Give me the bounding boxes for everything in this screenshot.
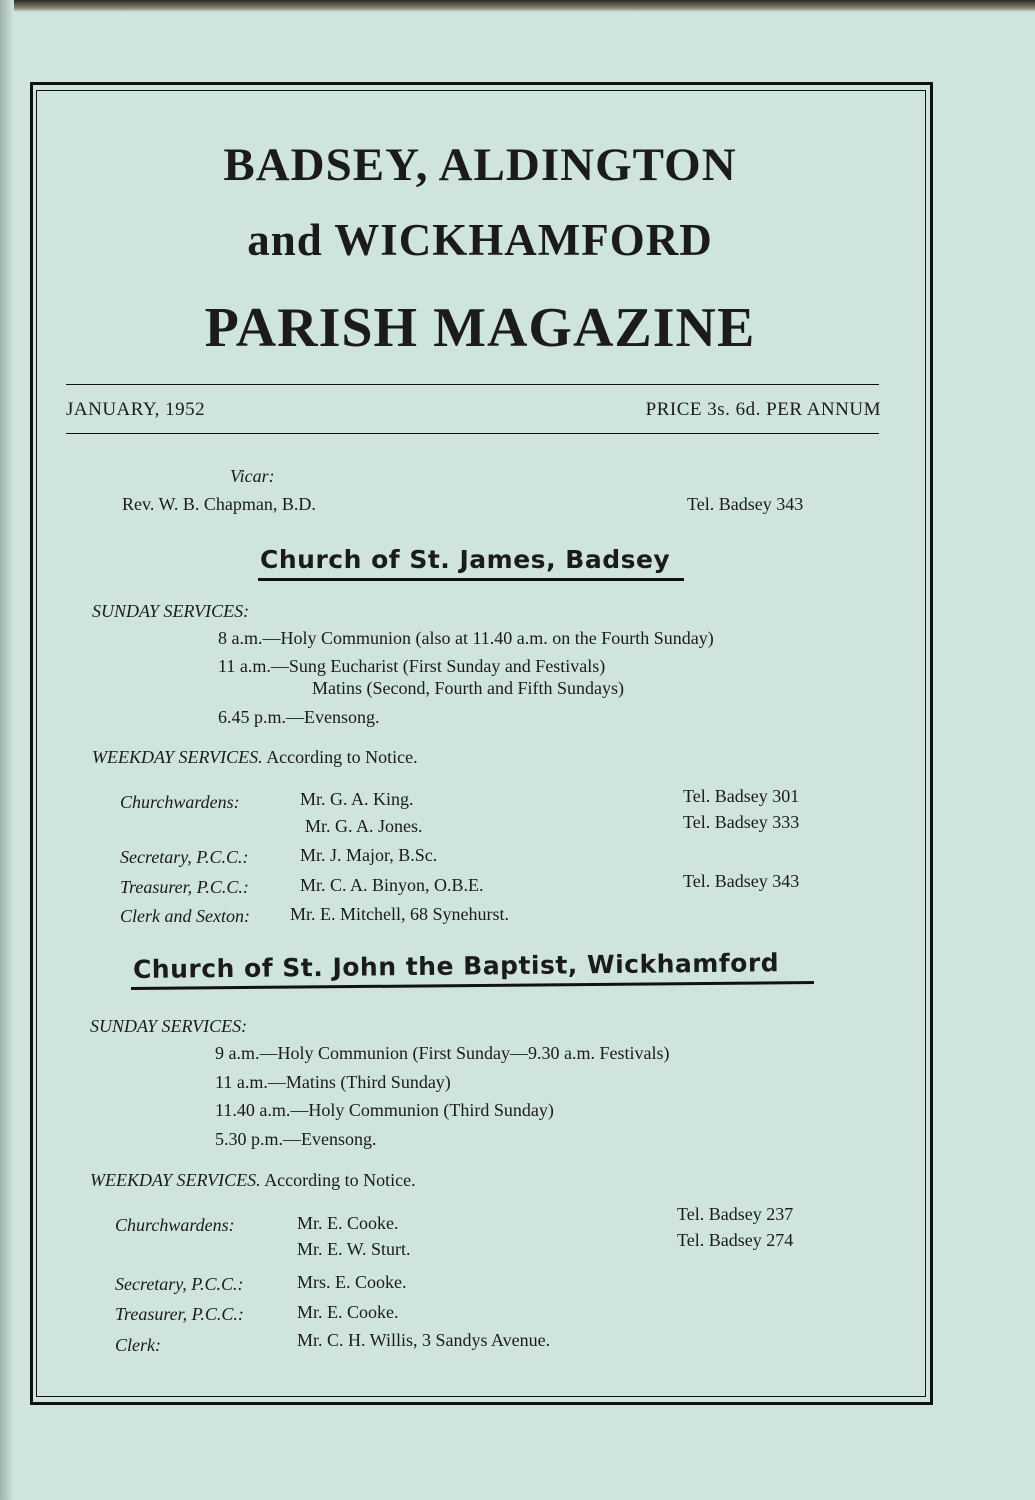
officer-role: Treasurer, P.C.C.: <box>115 1304 244 1324</box>
officer-tel: Tel. Badsey 343 <box>683 871 800 891</box>
wickhamford-sunday-label: SUNDAY SERVICES: <box>90 1016 248 1036</box>
officer-role: Secretary, P.C.C.: <box>120 847 249 867</box>
vicar-tel: Tel. Badsey 343 <box>687 494 804 514</box>
issue-rule-bottom <box>66 433 879 434</box>
vicar-name: Rev. W. B. Chapman, B.D. <box>122 494 316 514</box>
issue-rule-top <box>66 384 879 385</box>
officer-name: Mr. E. Cooke. <box>297 1213 399 1233</box>
masthead-line-2: and WICKHAMFORD <box>247 215 713 265</box>
wickhamford-service-line: 9 a.m.—Holy Communion (First Sunday—9.30 a.m. Festivals) <box>215 1043 670 1063</box>
badsey-weekday-text: According to Notice. <box>266 747 418 767</box>
officer-tel: Tel. Badsey 333 <box>683 812 800 832</box>
badsey-service-line: 8 a.m.—Holy Communion (also at 11.40 a.m. on the Fourth Sunday) <box>218 628 714 648</box>
officer-role: Churchwardens: <box>120 792 240 812</box>
officer-tel: Tel. Badsey 301 <box>683 786 800 806</box>
issue-date: JANUARY, 1952 <box>66 399 206 420</box>
officer-name: Mr. C. A. Binyon, O.B.E. <box>300 875 484 895</box>
badsey-sunday-label: SUNDAY SERVICES: <box>92 601 250 621</box>
masthead-line-3: PARISH MAGAZINE <box>204 297 756 359</box>
badsey-service-line: 6.45 p.m.—Evensong. <box>218 707 380 727</box>
officer-name: Mr. C. H. Willis, 3 Sandys Avenue. <box>297 1330 551 1350</box>
wickhamford-church-heading: Church of St. John the Baptist, Wickhamford <box>132 948 780 984</box>
officer-tel: Tel. Badsey 274 <box>677 1230 794 1250</box>
wickhamford-service-line: 5.30 p.m.—Evensong. <box>215 1129 377 1149</box>
officer-tel: Tel. Badsey 237 <box>677 1204 794 1224</box>
page-top-edge <box>0 0 1035 12</box>
wickhamford-service-line: 11 a.m.—Matins (Third Sunday) <box>215 1072 451 1092</box>
officer-role: Treasurer, P.C.C.: <box>120 877 249 897</box>
wickhamford-weekday-row <box>90 1170 416 1191</box>
issue-price: PRICE 3s. 6d. PER ANNUM <box>645 399 881 420</box>
officer-name: Mr. G. A. King. <box>300 789 414 809</box>
badsey-weekday-row <box>92 747 418 768</box>
wickhamford-weekday-text: According to Notice. <box>264 1170 416 1190</box>
wickhamford-service-line: 11.40 a.m.—Holy Communion (Third Sunday) <box>215 1100 554 1120</box>
wickhamford-weekday-label: WEEKDAY SERVICES. <box>90 1170 261 1190</box>
officer-name: Mr. E. Mitchell, 68 Synehurst. <box>290 904 509 924</box>
officer-name: Mr. E. Cooke. <box>297 1302 399 1322</box>
officer-name: Mr. E. W. Sturt. <box>297 1239 411 1259</box>
masthead-line-1: BADSEY, ALDINGTON <box>223 139 737 191</box>
vicar-label: Vicar: <box>230 466 275 486</box>
officer-name: Mr. J. Major, B.Sc. <box>300 845 438 865</box>
officer-role: Clerk and Sexton: <box>120 906 250 926</box>
officer-name: Mr. G. A. Jones. <box>305 816 423 836</box>
badsey-service-line: 11 a.m.—Sung Eucharist (First Sunday and Festivals) <box>218 656 606 676</box>
officer-role: Secretary, P.C.C.: <box>115 1274 244 1294</box>
badsey-church-heading: Church of St. James, Badsey <box>260 545 671 574</box>
inner-border-frame <box>36 90 926 1397</box>
badsey-service-line: Matins (Second, Fourth and Fifth Sundays) <box>312 678 624 698</box>
badsey-heading-underline <box>258 578 684 581</box>
officer-name: Mrs. E. Cooke. <box>297 1272 407 1292</box>
badsey-weekday-label: WEEKDAY SERVICES. <box>92 747 263 767</box>
officer-role: Clerk: <box>115 1335 161 1355</box>
officer-role: Churchwardens: <box>115 1215 235 1235</box>
